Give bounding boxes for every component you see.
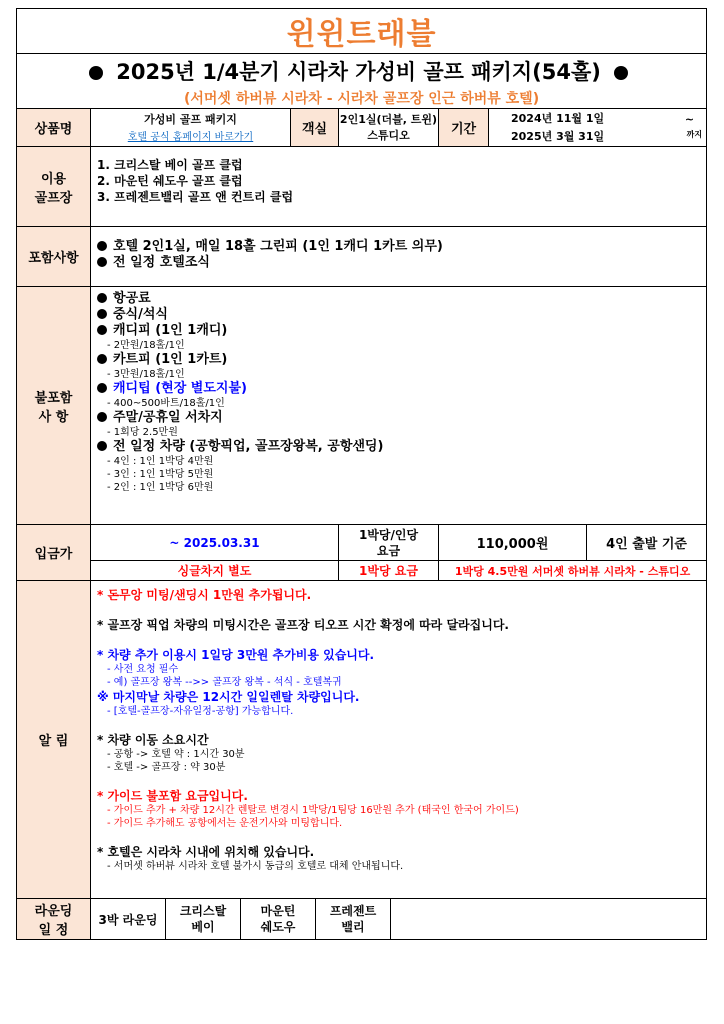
price-date: ~ 2025.03.31 <box>91 525 339 561</box>
room-type: 2인1실(더블, 트윈) 스튜디오 <box>339 109 439 147</box>
brand-title: 윈윈트래블 <box>17 9 707 54</box>
single-unit: 1박당 요금 <box>339 561 439 581</box>
excluded-note: - 3만원/18홀/1인 <box>107 369 185 380</box>
bullet-icon <box>97 441 107 451</box>
excluded-label: 불포함 사 항 <box>17 287 91 525</box>
excluded-item: 항공료 <box>97 291 700 307</box>
excluded-list <box>91 287 707 525</box>
bullet-icon <box>97 354 107 364</box>
bullet-icon <box>614 66 628 80</box>
included-item: 전 일정 호텔조식 <box>97 255 700 271</box>
excluded-item: 카트피 (1인 1카트) <box>97 352 700 368</box>
package-title: 2025년 1/4분기 시라차 가성비 골프 패키지(54홀) <box>17 54 707 89</box>
excluded-item: 주말/공휴일 서차지 <box>97 410 700 426</box>
rounding-nights: 3박 라운딩 <box>91 899 166 939</box>
included-list <box>91 227 707 287</box>
notice-line: * 가이드 불포함 요금입니다. <box>97 789 248 803</box>
single-detail: 1박당 4.5만원 서머셋 하버뷰 시라차 - 스튜디오 <box>439 561 707 581</box>
bullet-icon <box>97 412 107 422</box>
excluded-note: - 2만원/18홀/1인 <box>107 340 185 351</box>
notice-body <box>91 581 707 899</box>
notice-sub: - 공항 -> 호텔 약 : 1시간 30분 <box>107 749 245 760</box>
single-charge: 싱글차지 별도 <box>91 561 339 581</box>
excluded-item: 캐디팁 (현장 별도지불) <box>97 381 700 397</box>
notice-line: * 차량 이동 소요시간 <box>97 733 209 747</box>
period-label: 기간 <box>439 109 489 147</box>
courses-label: 이용 골프장 <box>17 147 91 227</box>
hotel-homepage-link[interactable]: 호텔 공식 홈페이지 바로가기 <box>127 132 254 143</box>
price-amount: 110,000원 <box>439 525 587 561</box>
excluded-note: - 4인 : 1인 1박당 4만원 <box>107 456 214 467</box>
notice-line: * 차량 추가 이용시 1일당 3만원 추가비용 있습니다. <box>97 648 375 662</box>
excluded-note: - 2인 : 1인 1박당 6만원 <box>107 482 214 493</box>
bullet-icon <box>97 325 107 335</box>
notice-sub: - 가이드 추가 + 차량 12시간 렌탈로 변경시 1박당/1팀당 16만원 추가 (태국인 한국어 가이드) <box>107 805 519 816</box>
rounding-schedule <box>91 899 707 940</box>
bullet-icon <box>89 66 103 80</box>
notice-sub: - 호텔 -> 골프장 : 약 30분 <box>107 762 226 773</box>
product-label: 상품명 <box>17 109 91 147</box>
notice-sub: - 사전 요청 필수 <box>107 664 179 675</box>
golf-package-sheet <box>16 8 706 940</box>
notice-sub: - 가이드 추가해도 공항에서는 운전기사와 미팅합니다. <box>107 818 343 829</box>
notice-sub: - [호텔-골프장-자유일정-공항] 가능합니다. <box>107 706 294 717</box>
bullet-icon <box>97 257 107 267</box>
rounding-label: 라운딩 일 정 <box>17 899 91 940</box>
notice-sub: - 서머셋 하버뷰 시라차 호텔 불가시 동급의 호텔로 대체 안내됩니다. <box>107 861 404 872</box>
product-name-cell <box>91 109 291 147</box>
notice-sub: - 예) 골프장 왕복 -->> 골프장 왕복 - 석식 - 호텔복귀 <box>107 677 342 688</box>
excluded-note: - 3인 : 1인 1박당 5만원 <box>107 469 214 480</box>
included-item: 호텔 2인1실, 매일 18홀 그린피 (1인 1캐디 1카트 의무) <box>97 239 700 255</box>
course-item: 1. 크리스탈 베이 골프 클럽 <box>97 158 243 172</box>
rounding-empty <box>391 899 706 939</box>
package-table <box>16 8 707 940</box>
bullet-icon <box>97 241 107 251</box>
bullet-icon <box>97 383 107 393</box>
courses-list <box>91 147 707 227</box>
excluded-note: - 400~500바트/18홀/1인 <box>107 398 225 409</box>
rounding-course: 마운틴 쉐도우 <box>241 899 316 939</box>
rounding-course: 크리스탈 베이 <box>166 899 241 939</box>
notice-label: 알 림 <box>17 581 91 899</box>
product-name: 가성비 골프 패키지 <box>144 113 237 126</box>
price-label: 입금가 <box>17 525 91 581</box>
price-basis: 4인 출발 기준 <box>587 525 707 561</box>
package-subtitle: (서머셋 하버뷰 시라차 - 시라차 골프장 인근 하버뷰 호텔) <box>17 88 707 109</box>
excluded-item: 캐디피 (1인 1캐디) <box>97 323 700 339</box>
course-item: 3. 프레젠트밸리 골프 앤 컨트리 클럽 <box>97 190 294 204</box>
period-value: 2024년 11월 1일 ~ 2025년 3월 31일 까지 <box>489 109 707 147</box>
excluded-item: 중식/석식 <box>97 307 700 323</box>
notice-line: * 호텔은 시라차 시내에 위치해 있습니다. <box>97 845 315 859</box>
notice-line: * 골프장 픽업 차량의 미팅시간은 골프장 티오프 시간 확정에 따라 달라집니다. <box>97 618 509 632</box>
notice-line: * 돈무앙 미팅/샌딩시 1만원 추가됩니다. <box>97 588 312 602</box>
notice-line: ※ 마지막날 차량은 12시간 일일렌탈 차량입니다. <box>97 690 360 704</box>
excluded-item: 전 일정 차량 (공항픽업, 골프장왕복, 공항샌딩) <box>97 439 700 455</box>
rounding-course: 프레젠트 밸리 <box>316 899 391 939</box>
bullet-icon <box>97 309 107 319</box>
included-label: 포함사항 <box>17 227 91 287</box>
price-unit: 1박당/인당 요금 <box>339 525 439 561</box>
course-item: 2. 마운틴 쉐도우 골프 클럽 <box>97 174 243 188</box>
room-label: 객실 <box>291 109 339 147</box>
excluded-note: - 1회당 2.5만원 <box>107 427 178 438</box>
bullet-icon <box>97 293 107 303</box>
